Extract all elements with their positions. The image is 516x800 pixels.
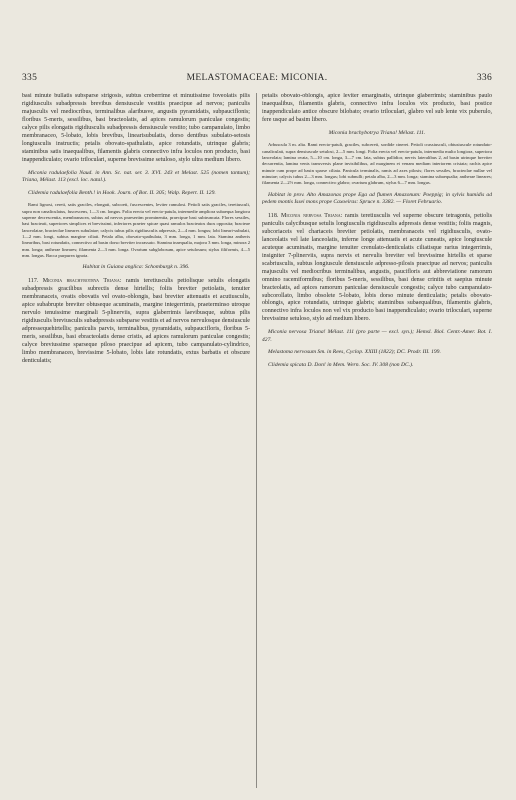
species-118-heading: 118. Miconia nervosa Triana:	[268, 212, 343, 219]
running-title: MELASTOMACEAE: MICONIA.	[186, 73, 328, 83]
species-118-entry	[262, 213, 492, 325]
left-column	[22, 93, 250, 793]
running-head	[22, 73, 492, 87]
right-habitat: Habitat in prov. Alto Amazonas prope Ega ad flumen Amazonum: Poeppig; in sylvis humidis ad pedem montis Issei mons prope Caxoeiras: Spruce n. 3382. — Floret Februario.	[262, 191, 492, 206]
column-divider	[256, 93, 257, 788]
right-synonym-3: Melastoma nervosum Sm. in Rees, Cyclop. XXIII (1822); DC. Prodr. III. 199.	[268, 349, 441, 356]
species-117-heading: 117. Miconia brachybotrya Triana:	[28, 277, 122, 284]
right-synonym-2: Miconia nervosa Triana! Mélast. 111 (pro parte — excl. syn.); Hemsl. Biol. Centr.-Amer. Bot. I. 427.	[262, 329, 492, 343]
species-117-diagnosis: ramis teretiusculis petiolisque setulis elongatis subadpressis gracilibus subrectis dense hirtellis; foliis breviter petiolatis, tenuiter membranaceis, ovatis obovatis vel ovato-oblongis, basi breviter attenuatis et acutiusculis, apice subabrupte breviter obtuseque acuminatis, margine integerrimis, praeterminso utroque nervulo tenuissime marginali 5-plinerviis, supra glaberrimis laevibusque, subtus pilis rigidiusculis breviusculis subadpressis subsparse vestitis et ad nervos nervulosque densiuscule adpressequehirtellis; paniculis parvis, terminalibus, pyramidatis, subpaucifloris, floribus 5-meris, sessilibus, basi ebracteolatis dense cristis, ad apices ramulorum paniculae congestis; calyce breviussime sparseque piloso praecipue ad apicem, tubo campanulato-cylindrico, limbo membranaceo, brevissime 5-lobato, lobis late rotundatis, extus barbatis et obscure denticulatis;	[22, 277, 250, 364]
right-description-continued: petalis obovato-oblongis, apice leviter emarginatis, utrinque glaberrimis; staminibus paulo inaequalibus, filamentis glabris, connectivo infra loculos vix producto, basi postice inappendiculato antice obscure bilobato; ovario triloculari, glabro vel sub lente vix puberulo, fere usque ad basim libero.	[262, 93, 492, 123]
species-118-diagnosis: ramis teretiusculis vel superne obscure tetragonis, petiolis paniculis calycibusque setulis longiusculis rigidiusculis adpressis dense vestitis; foliis magnis, subcoriaceis vel chartaceis breviter petiolatis, membranaceis vel rigidiusculis, ovato-lanceolatis vel late lanceolatis, inferne longe attenuatis et acute cuneatis, apice longiuscule acuteque acuminatis, margine tenuiter crenulato-denticulatis ciliatisque rarius integerrimis, insigniter 7-plinerviis, supra nervis et nervulis breviter vel brevissime hirtellis et sparse scabriusculis, subtus longiuscule densiuscule adpresso-pilosis praecipue ad nervos; paniculis majusculis vel mediocribus terminalibus, angustis, paucifloris aut abbreviatione ramorum omnino racemiformibus; floribus 5-meris, sessilibus, basi dense crinitis et saepius minute bracteolatis, ad apices ramorum paniculae densiuscule congestis; calyce tubo campanulato-subcorollato, limbo obsolete 5-lobato, lobis dorso minute denticulatis; petalis obovato-oblongis, apice rotundatis, utrinque glabris; staminibus subaequalibus, filamentis glabris, connectivo infra loculos non vel vix producto basi inappendiculato; ovario triloculari, superne brevissime setuloso, stylo ad medium libero.	[262, 212, 492, 323]
left-synonym-2: Clidemia radulaefolia Benth.! in Hook. Journ. of Bot. II. 305; Walp. Repert. II. 129.	[28, 189, 216, 196]
right-synonym-1: Miconia brachybotrya Triana! Mélast. 111.	[328, 129, 426, 136]
right-column	[262, 93, 492, 793]
right-synonym-4: Clidemia spicata D. Don! in Mem. Wern. Soc. IV. 308 (non DC.).	[268, 362, 414, 369]
right-detailed-description: Arbuscula 3 m. alta. Rami erecto-patuli, graciles, subcereti, sordide cinerei. Petioli crassiusculi, obtusiuscule rotundato-canaliculati, supra densiuscule setulosi, 2—5 mm. longi. Folia erecta vel erecto-patula, intermedia multo longiora, superiora lanceolata; lamina ovata, 5—10 cm. longa, 3—7 cm. lata, subtus pallidior, nervis lateralibus 2, ad basin utrinque breviter decurrentia, lamina venis transversis plane invisibilibus, ad marginem et venam mediam interiorem cristata; rachis apice minute cum prope ad basin sparse ciliata. Panicula terminalis, ramis ad axes pilosis; flores sessiles, bracteolae nullae vel minutae; calycis tubus 2—3 mm. longus; lobi subnulli; petala alba, 2—3 mm. longa; stamina subaequalia; antherae lineares; filamenta 2—2½ mm. longa, connectivo glabro; ovarium glabrum, stylus 6—7 mm. longus.	[262, 142, 492, 186]
species-117-entry	[22, 278, 250, 366]
left-description-continued: basi minute bullatis subsparse strigosis, subtus creberrime et minutissime foveolatis pilis rigidiusculis subadpressis brevibus densiuscule vestitis praecipue ad nervos; paniculis majusculis vel mediocribus, terminalibus alaribusve, angustis pyramidatis, subpauciflonis; floribus 5-meris, sessilibus, basi bracteolatis, ad apices ramulorum paniculae congestis; calyce pilis elongatis rigidiusculis subadpressis densiuscule vestito; tubo campanulato, limbo membranaceo, 5-lobato, lobis brevibus, linearisubulatis, dorso dentibus subulato-setosis longiusculis instructis; petalis obovato-spathulatis, apice rotundatis, utrinque glabris; staminibus satis inaequalibus, filamentis glabris connectivo infra loculos non producto, basi inappendiculato; ovario triloculari, superne brevissime setuloso, stylo ultra medium libero.	[22, 93, 250, 163]
left-detailed-description: Rami lignosi, cereti, satis graciles, elongati, subcoeti, fuscescentes, leviter ramulosi. Petioli satis graciles, teretiusculi, supra non canaliculatus, fuscescens, 1—3 cm. longus. Folia erecta vel erecto-patula, intermedie ampliora subaequa longiora superne decrescentia, membranacea, subtus ad nervos praesertim prominentia, praecipue basi subtruncata. Flores sessiles, basi bracteati, superiores simplices et brevissimi, inferiores praeter spicae quasi ramulos bracteatos duos opposita; bracteae lanceolatae, bracteolae lineares subulatae; calycis tubus pilis rigidiusculis adpressis, 2—4 mm. longus; lobi lineari-subulati, 1—2 mm. longi, subtus margine ciliati. Petala alba, obovato-spathulata, 3 mm. longa, 1 mm. lata. Stamina antheris linearibus, basi rotundatis, connectivo ad basin dorso breviter incrassato. Stamina inaequalia, majora 3 mm. longa, minora 2 mm. longa; antherae lineares; filamenta 2—3 mm. longa. Ovarium subglobosum, apice setulosum; stylus filiformis, 4—5 mm. longus. Bacca purpurea ignota.	[22, 202, 250, 258]
left-synonym-1: Miconia radulaefolia Naud. in Ann. Sc. nat. ser. 3. XVI. 243 et Melast. 525 (nomen tantum); Triana, Mélast. 113 (excl. loc. natal.).	[22, 169, 250, 184]
left-habitat: Habitat in Guiana anglica: Schomburgk n. 396.	[82, 264, 190, 271]
page-number-right: 336	[476, 73, 492, 83]
page-number-left: 335	[22, 73, 38, 83]
